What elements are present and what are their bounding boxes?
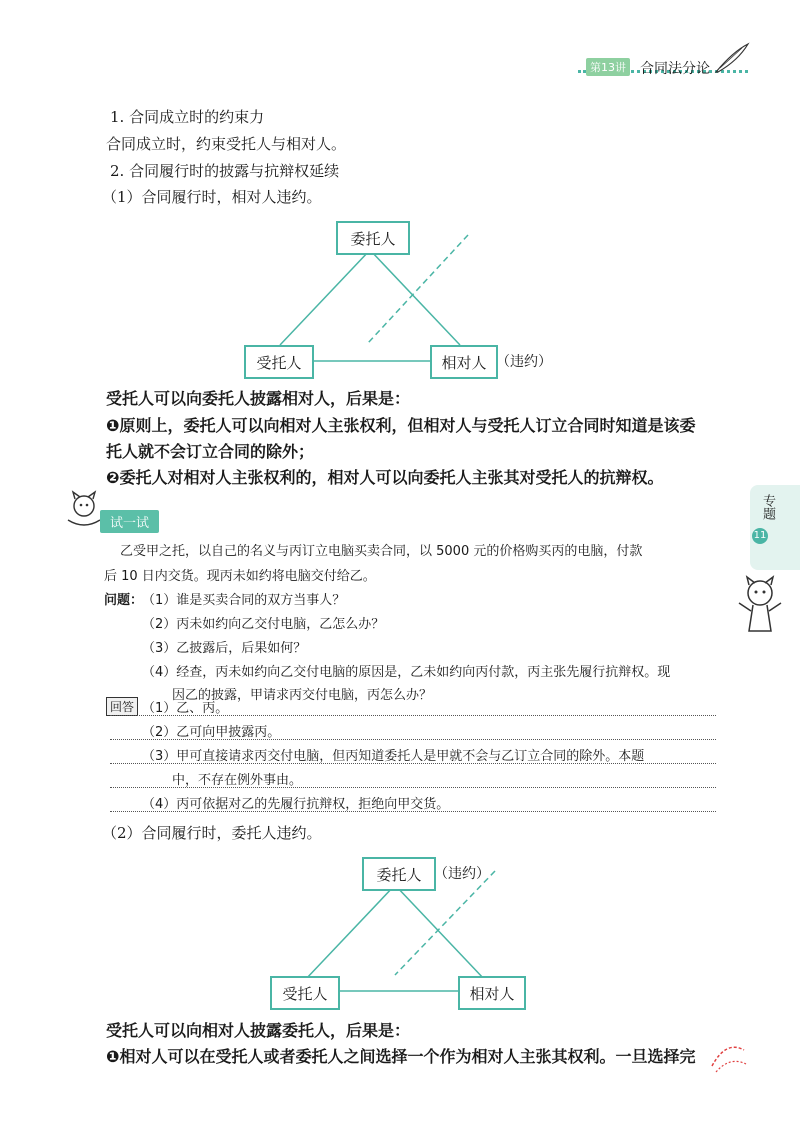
side-tab-number: 11 bbox=[752, 528, 768, 544]
result1-intro: 受托人可以向委托人披露相对人，后果是： bbox=[106, 389, 411, 408]
diagram1-principal-node: 委托人 bbox=[336, 221, 410, 255]
answer-rule bbox=[110, 763, 716, 764]
result1-item2: ❷委托人对相对人主张权利的，相对人可以向委托人主张其对受托人的抗辩权。 bbox=[106, 468, 664, 487]
answer-rule bbox=[110, 715, 716, 716]
diagram2-principal-node: 委托人 bbox=[362, 857, 436, 891]
answer-rule bbox=[110, 739, 716, 740]
answer-rule bbox=[110, 811, 716, 812]
cartoon-cat-icon bbox=[735, 575, 785, 635]
heading-performance: 2. 合同履行时的披露与抗辩权延续 bbox=[110, 162, 340, 180]
subheading-principal-breach: （2）合同履行时，委托人违约。 bbox=[102, 824, 322, 842]
question-item: （2）丙未如约向乙交付电脑，乙怎么办？ bbox=[142, 617, 385, 632]
answer-item: （2）乙可向甲披露丙。 bbox=[142, 725, 281, 740]
answer-item: （1）乙、丙。 bbox=[142, 701, 229, 716]
subheading-counterparty-breach: （1）合同履行时，相对人违约。 bbox=[102, 188, 322, 206]
red-stamp-icon bbox=[706, 1036, 750, 1076]
running-header-title: 合同法分论 bbox=[640, 61, 710, 77]
diagram2-agent-node: 受托人 bbox=[270, 976, 340, 1010]
case-line1: 乙受甲之托，以自己的名义与丙订立电脑买卖合同，以 5000 元的价格购买丙的电脑，付款 bbox=[120, 544, 643, 559]
question-item: （1）谁是买卖合同的双方当事人？ bbox=[142, 593, 346, 608]
result2-item1: ❶相对人可以在受托人或者委托人之间选择一个作为相对人主张其权利。一旦选择完 bbox=[106, 1047, 696, 1066]
answer-label: 回答 bbox=[106, 697, 138, 716]
result1-item1-line2: 托人就不会订立合同的除外； bbox=[106, 442, 315, 461]
answer-item: （3）甲可直接请求丙交付电脑，但丙知道委托人是甲就不会与乙订立合同的除外。本题 bbox=[142, 749, 645, 764]
question-item: （4）经查，丙未如约向乙交付电脑的原因是，乙未如约向丙付款，丙主张先履行抗辩权。现 bbox=[142, 665, 671, 680]
diagram2-breach-note: （违约） bbox=[434, 866, 490, 882]
question-item: 因乙的披露，甲请求丙交付电脑，丙怎么办？ bbox=[172, 688, 433, 703]
questions-label: 问题： bbox=[104, 593, 144, 608]
answer-item: （4）丙可依据对乙的先履行抗辩权，拒绝向甲交货。 bbox=[142, 797, 450, 812]
heading-formation: 1. 合同成立时的约束力 bbox=[110, 108, 265, 126]
answer-item: 中，不存在例外事由。 bbox=[172, 773, 303, 788]
answer-rule bbox=[110, 787, 716, 788]
feather-icon bbox=[712, 40, 752, 76]
result2-intro: 受托人可以向相对人披露委托人，后果是： bbox=[106, 1021, 411, 1040]
diagram1-counterparty-node: 相对人 bbox=[430, 345, 498, 379]
result1-item1-line1: ❶原则上，委托人可以向相对人主张权利，但相对人与受托人订立合同时知道是该委 bbox=[106, 416, 696, 435]
try-it-badge: 试一试 bbox=[100, 510, 159, 533]
cartoon-mascot-icon bbox=[64, 490, 104, 530]
side-tab-label: 专题 bbox=[760, 494, 775, 520]
case-line2: 后 10 日内交货。现丙未如约将电脑交付给乙。 bbox=[104, 569, 376, 584]
diagram2-counterparty-node: 相对人 bbox=[458, 976, 526, 1010]
chapter-tag: 第13讲 bbox=[586, 58, 630, 76]
para-formation: 合同成立时，约束受托人与相对人。 bbox=[106, 135, 347, 153]
question-item: （3）乙披露后，后果如何？ bbox=[142, 641, 307, 656]
diagram1-breach-note: （违约） bbox=[496, 354, 552, 370]
diagram1-agent-node: 受托人 bbox=[244, 345, 314, 379]
